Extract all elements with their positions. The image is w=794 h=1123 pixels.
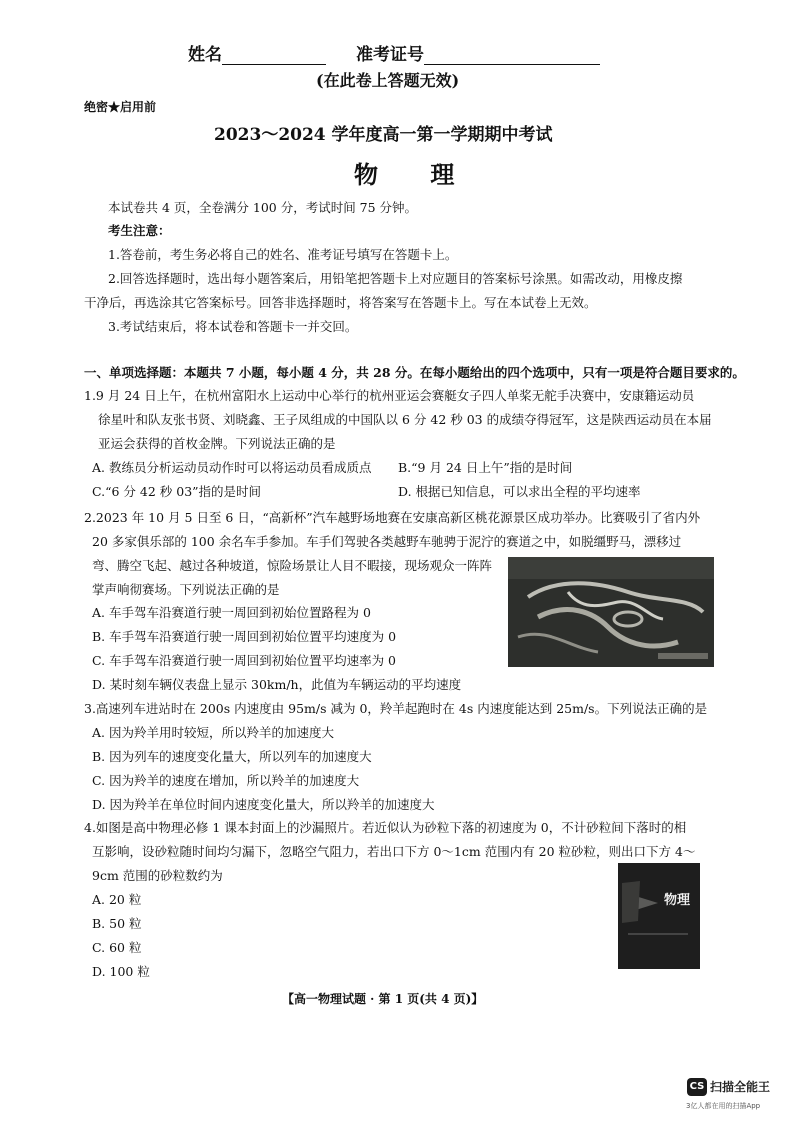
note-item: 干净后，再选涂其它答案标号。回答非选择题时，将答案写在答题卡上。写在本试卷上无效。 (84, 295, 597, 310)
note-item: 2.回答选择题时，选出每小题答案后，用铅笔把答题卡上对应题目的答案标号涂黑。如需改动，用橡皮擦 (108, 271, 683, 286)
q4-option-a: A. 20 粒 (92, 892, 142, 907)
hourglass-image (618, 863, 700, 969)
q2-stem-line: 弯、腾空飞起、越过各种坡道，惊险场景让人目不暇接，现场观众一阵阵 (92, 558, 493, 573)
q2-option-b: B. 车手驾车沿赛道行驶一周回到初始位置平均速度为 0 (92, 629, 397, 644)
q1-option-b: B.“9 月 24 日上午”指的是时间 (398, 460, 573, 475)
name-label: 姓名 (188, 45, 222, 65)
q2-stem-line: 20 多家俱乐部的 100 余名车手参加。车手们驾驶各类越野车驰骋于泥泞的赛道之中，如脱缰野马，漂移过 (92, 534, 682, 549)
invalid-note: (在此卷上答题无效) (316, 71, 460, 90)
q4-stem-line: 互影响，设砂粒随时间均匀漏下，忽略空气阻力，若出口下方 0～1cm 范围内有 20 粒砂粒，则出口下方 4～ (92, 844, 696, 859)
secret-tag: 绝密★启用前 (84, 100, 157, 114)
exam-title: 2023～2024 学年度高一第一学期期中考试 (214, 125, 553, 145)
scanner-tagline: 3亿人都在用的扫描App (686, 1102, 761, 1110)
intro-text: 本试卷共 4 页，全卷满分 100 分，考试时间 75 分钟。 (108, 200, 418, 215)
q4-stem-line: 4.如图是高中物理必修 1 课本封面上的沙漏照片。若近似认为砂粒下落的初速度为 0，不计砂粒间下落时的相 (84, 820, 687, 835)
race-track-image (508, 557, 714, 667)
subject-title: 物 理 (354, 160, 477, 189)
name-blank (222, 48, 326, 65)
q1-option-d: D. 根据已知信息，可以求出全程的平均速率 (398, 484, 641, 499)
q2-option-d: D. 某时刻车辆仪表盘上显示 30km/h，此值为车辆运动的平均速度 (92, 677, 462, 692)
q1-stem-line: 徐星叶和队友张书贤、刘晓鑫、王子凤组成的中国队以 6 分 42 秒 03 的成绩夺得冠军，这是陕西运动员在本届 (98, 412, 712, 427)
note-item: 3.考试结束后，将本试卷和答题卡一并交回。 (108, 319, 358, 334)
q2-stem-line: 掌声响彻赛场。下列说法正确的是 (92, 582, 280, 597)
q1-option-c: C.“6 分 42 秒 03”指的是时间 (92, 484, 262, 499)
q4-option-b: B. 50 粒 (92, 916, 142, 931)
q1-option-a: A. 教练员分析运动员动作时可以将运动员看成质点 (92, 460, 372, 475)
book-cover-photo (618, 863, 700, 969)
q4-stem-line: 9cm 范围的砂粒数约为 (92, 868, 223, 883)
q3-option-b: B. 因为列车的速度变化量大，所以列车的加速度大 (92, 749, 372, 764)
q2-stem-line: 2.2023 年 10 月 5 日至 6 日，“高新杯”汽车越野场地赛在安康高新区桃花源景区成功举办。比赛吸引了省内外 (84, 510, 701, 525)
q4-option-d: D. 100 粒 (92, 964, 150, 979)
q3-option-d: D. 因为羚羊在单位时间内速度变化量大，所以羚羊的加速度大 (92, 797, 435, 812)
exam-id-field (356, 40, 600, 65)
q3-option-c: C. 因为羚羊的速度在增加，所以羚羊的加速度大 (92, 773, 360, 788)
q2-option-a: A. 车手驾车沿赛道行驶一周回到初始位置路程为 0 (92, 605, 371, 620)
exam-id-blank (424, 48, 600, 65)
scanner-name: 扫描全能王 (710, 1080, 771, 1094)
note-item: 1.答卷前，考生务必将自己的姓名、准考证号填写在答题卡上。 (108, 247, 458, 262)
q3-option-a: A. 因为羚羊用时较短，所以羚羊的加速度大 (92, 725, 334, 740)
name-field (188, 40, 326, 65)
scanner-logo: CS (687, 1078, 707, 1096)
book-cover-title: 物理 (664, 893, 691, 908)
notes-title: 考生注意： (108, 223, 171, 238)
q1-stem-line: 亚运会获得的首枚金牌。下列说法正确的是 (98, 436, 336, 451)
page-footer: 【高一物理试题 · 第 1 页(共 4 页)】 (282, 992, 484, 1006)
exam-id-label: 准考证号 (356, 45, 424, 65)
race-track-photo (508, 557, 714, 667)
q3-stem-line: 3.高速列车进站时在 200s 内速度由 95m/s 减为 0，羚羊起跑时在 4s 内速度能达到 25m/s。下列说法正确的是 (84, 701, 708, 716)
section-heading: 一、单项选择题：本题共 7 小题，每小题 4 分，共 28 分。在每小题给出的四个选项中，只有一项是符合题目要求的。 (84, 365, 745, 380)
q1-stem-line: 1.9 月 24 日上午，在杭州富阳水上运动中心举行的杭州亚运会赛艇女子四人单桨无舵手决赛中，安康籍运动员 (84, 388, 695, 403)
q4-option-c: C. 60 粒 (92, 940, 142, 955)
q2-option-c: C. 车手驾车沿赛道行驶一周回到初始位置平均速率为 0 (92, 653, 396, 668)
